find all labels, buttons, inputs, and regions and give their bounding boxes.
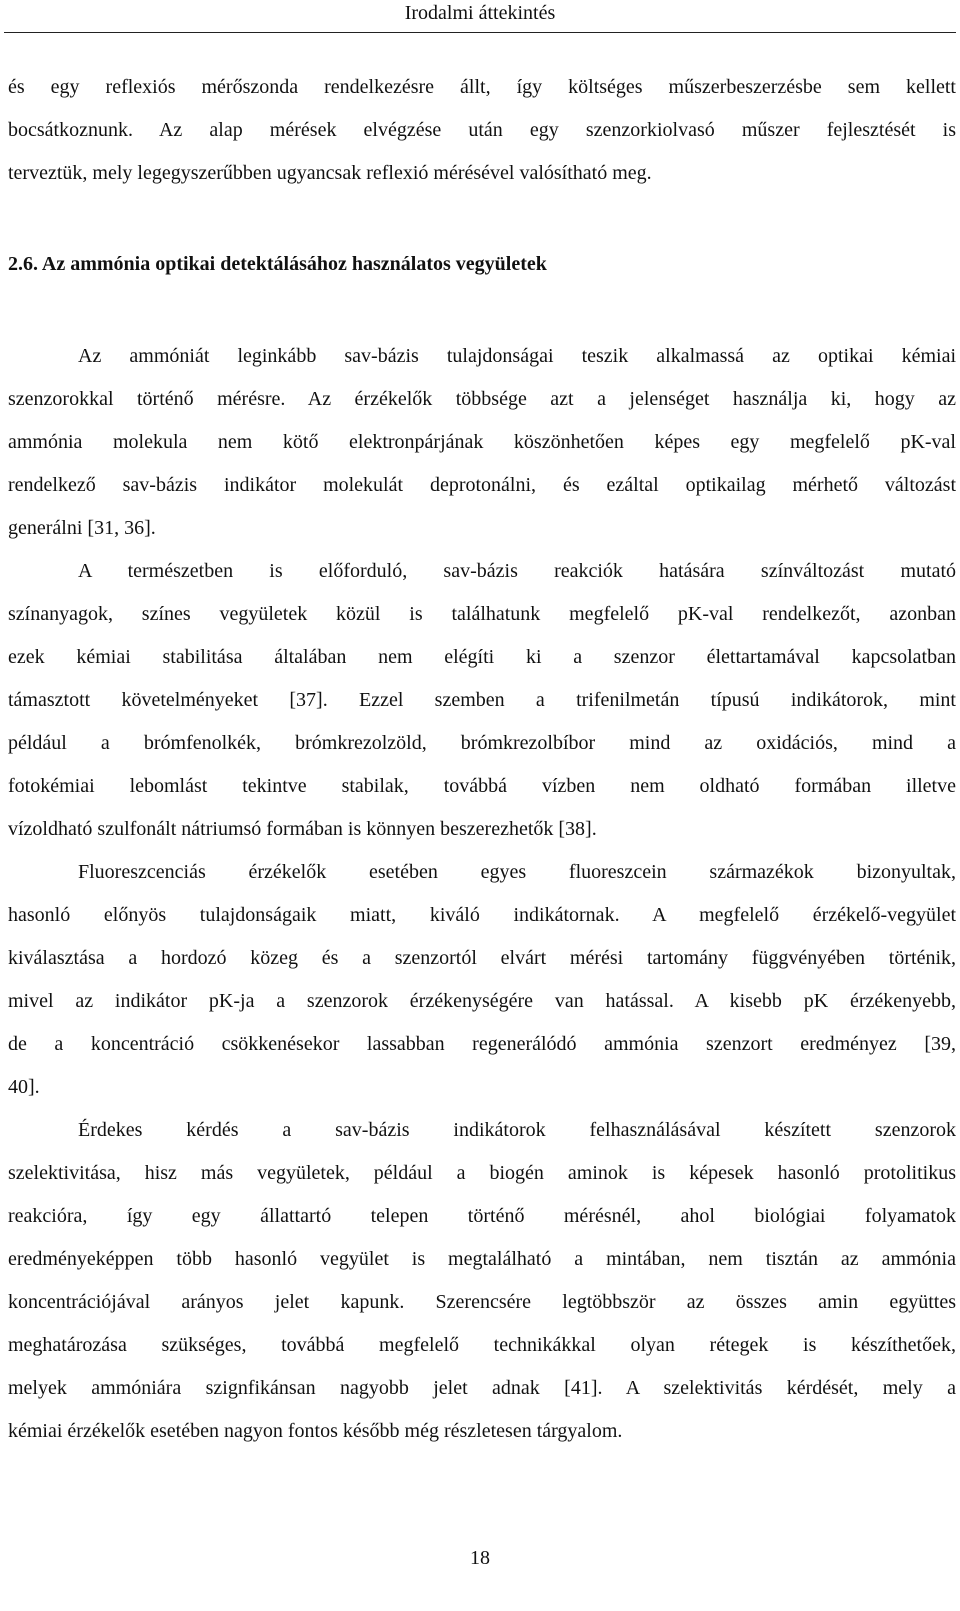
paragraph-4 [8, 1109, 956, 1453]
text-line: Fluoreszcenciás érzékelők esetében egyes fluoreszcein származékok bizonyultak, [78, 861, 956, 883]
text-line: szenzorokkal történő mérésre. Az érzékelők többsége azt a jelenséget használja ki, hogy az [8, 388, 956, 410]
text-line: 40]. [8, 1076, 40, 1098]
spacer [8, 195, 956, 250]
text-line: ezek kémiai stabilitása általában nem elégíti ki a szenzor élettartamával kapcsolatban [8, 646, 956, 668]
text-line: kémiai érzékelők esetében nagyon fontos később még részletesen tárgyalom. [8, 1420, 623, 1442]
text-line: terveztük, mely legegyszerűbben ugyancsak reflexió mérésével valósítható meg. [8, 162, 652, 184]
section-heading: 2.6. Az ammónia optikai detektálásához használatos vegyületek [8, 253, 547, 275]
text-line: kiválasztása a hordozó közeg és a szenzortól elvárt mérési tartomány függvényében történik, [8, 947, 956, 969]
text-line: eredményeképpen több hasonló vegyület is megtalálható a mintában, nem tisztán az ammónia [8, 1248, 956, 1270]
text-line: Az ammóniát leginkább sav-bázis tulajdonságai teszik alkalmassá az optikai kémiai [78, 345, 956, 367]
text-line: generálni [31, 36]. [8, 517, 156, 539]
text-line: szelektivitása, hisz más vegyületek, például a biogén aminok is képesek hasonló protolitikus [8, 1162, 956, 1184]
running-header: Irodalmi áttekintés [404, 2, 556, 24]
text-line: bocsátkoznunk. Az alap mérések elvégzése után egy szenzorkiolvasó műszer fejlesztését is [8, 119, 956, 141]
header-rule [4, 32, 956, 33]
text-line: például a brómfenolkék, brómkrezolzöld, brómkrezolbíbor mind az oxidációs, mind a [8, 732, 956, 754]
text-line: mivel az indikátor pK-ja a szenzorok érzékenységére van hatással. A kisebb pK érzékenyebb, [8, 990, 956, 1012]
text-line: A természetben is előforduló, sav-bázis reakciók hatására színváltozást mutató [78, 560, 956, 582]
text-line: Érdekes kérdés a sav-bázis indikátorok felhasználásával készített szenzorok [78, 1119, 956, 1141]
text-line: rendelkező sav-bázis indikátor molekulát deprotonálni, és ezáltal optikailag mérhető változást [8, 474, 956, 496]
text-line: koncentrációjával arányos jelet kapunk. Szerencsére legtöbbször az összes amin együttes [8, 1291, 956, 1313]
text-line: de a koncentráció csökkenésekor lassabban regenerálódó ammónia szenzort eredményez [39, [8, 1033, 956, 1055]
paragraph-1 [8, 335, 956, 550]
text-line: színanyagok, színes vegyületek közül is találhatunk megfelelő pK-val rendelkezőt, azonban [8, 603, 956, 625]
text-line: támasztott követelményeket [37]. Ezzel szemben a trifenilmetán típusú indikátorok, mint [8, 689, 956, 711]
intro-paragraph [8, 66, 956, 195]
text-line: hasonló előnyös tulajdonságaik miatt, kiváló indikátornak. A megfelelő érzékelő-vegyület [8, 904, 956, 926]
text-line: fotokémiai lebomlást tekintve stabilak, továbbá vízben nem oldható formában illetve [8, 775, 956, 797]
paragraph-3 [8, 851, 956, 1109]
text-line: vízoldható szulfonált nátriumsó formában is könnyen beszerezhetők [38]. [8, 818, 597, 840]
text-line: meghatározása szükséges, továbbá megfelelő technikákkal olyan rétegek is készíthetőek, [8, 1334, 956, 1356]
paragraph-2 [8, 550, 956, 851]
text-line: és egy reflexiós mérőszonda rendelkezésre állt, így költséges műszerbeszerzésbe sem kellett [8, 76, 956, 98]
text-line: ammónia molekula nem kötő elektronpárjának köszönhetően képes egy megfelelő pK-val [8, 431, 956, 453]
spacer [8, 278, 956, 335]
page-body [8, 66, 956, 1453]
text-line: reakcióra, így egy állattartó telepen történő mérésnél, ahol biológiai folyamatok [8, 1205, 956, 1227]
text-line: melyek ammóniára szignfikánsan nagyobb jelet adnak [41]. A szelektivitás kérdését, mely a [8, 1377, 956, 1399]
page-number: 18 [470, 1547, 490, 1569]
